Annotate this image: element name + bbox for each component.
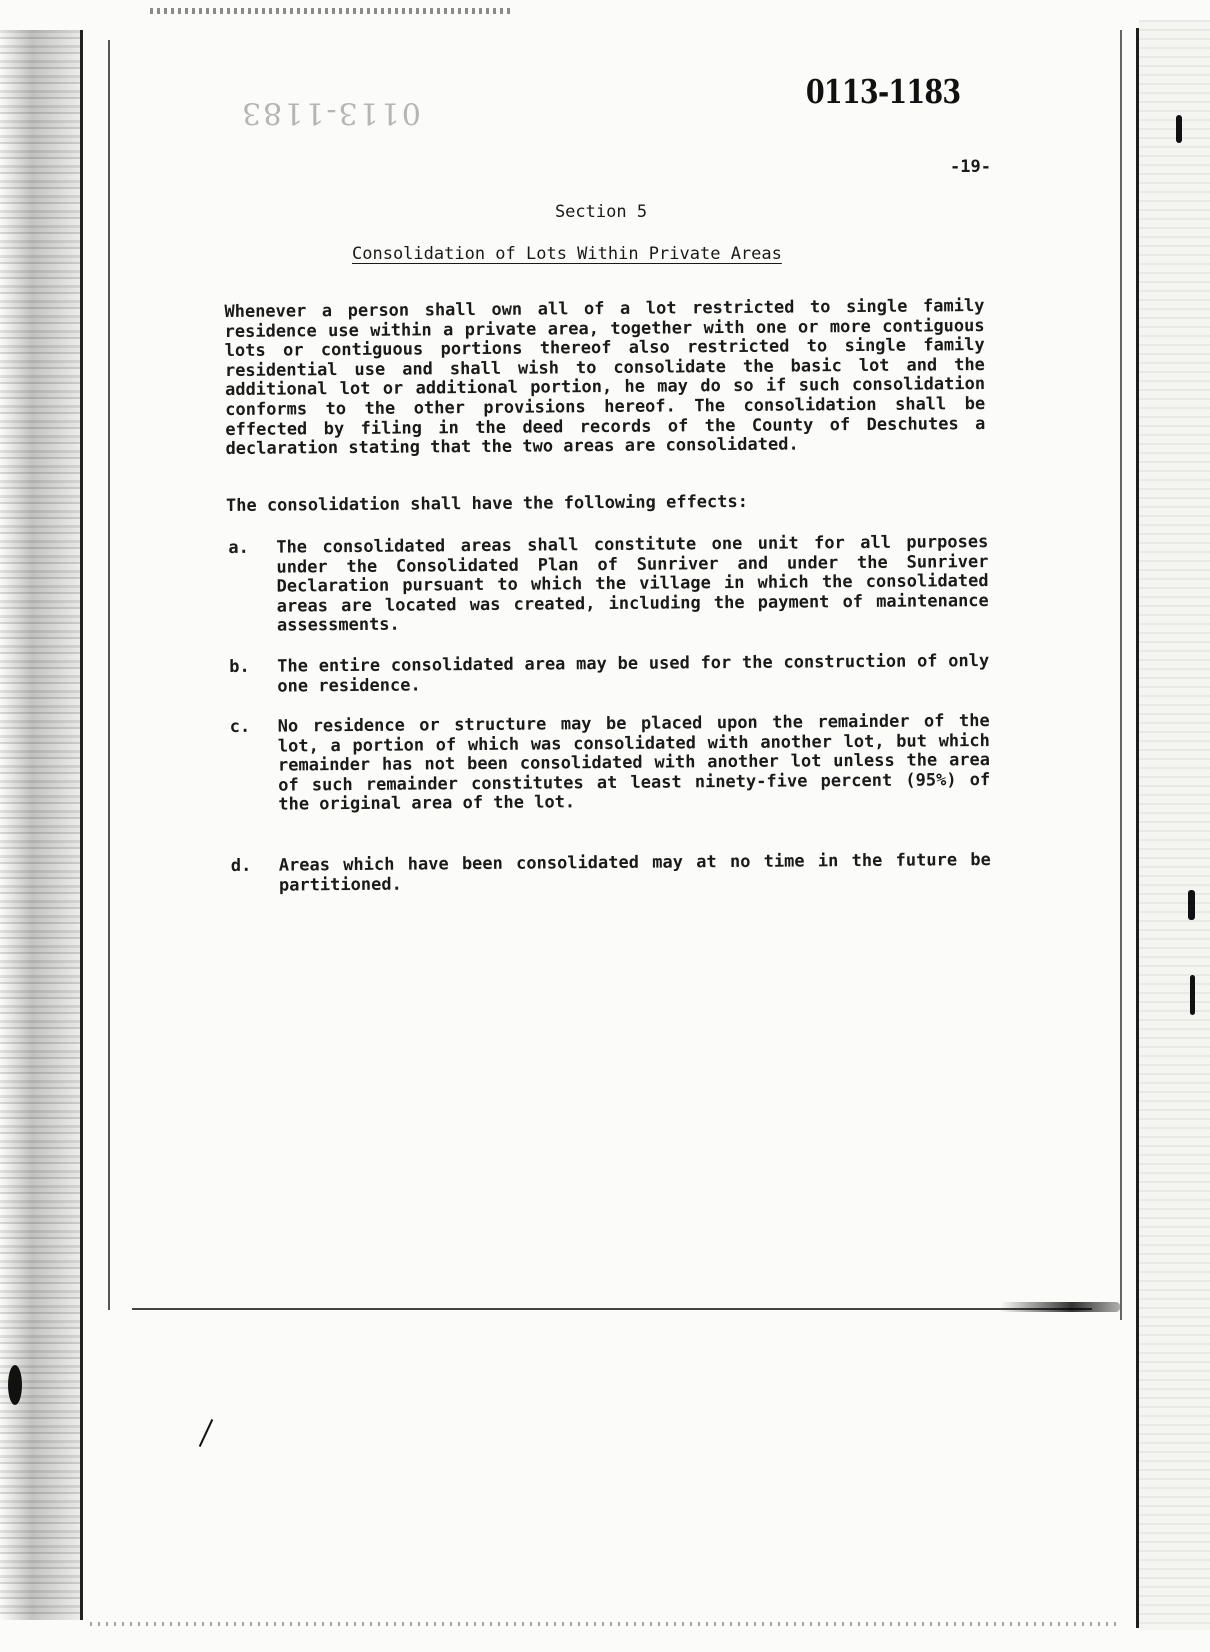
list-item (228, 710, 991, 815)
list-item-text: The entire consolidated area may be used for the construction of only one residence. (277, 650, 990, 697)
scan-mark (1176, 115, 1182, 143)
document-number: 0113-1183 (805, 72, 960, 111)
page-right-edge (1120, 30, 1122, 1320)
scan-left-edge (80, 30, 83, 1620)
scan-right-margin (1139, 20, 1210, 1630)
list-item-text: The consolidated areas shall constitute one unit for all purposes under the Consolidated Plan of Sunriver and under the Sunriver Declaration pursuant to which the village in which the consolidated areas are located was created, including the payment of maintenance assessments. (276, 531, 989, 636)
scan-blot (8, 1365, 22, 1405)
scan-mark (1190, 975, 1195, 1015)
page-bottom-edge (132, 1308, 1092, 1310)
section-title: Consolidation of Lots Within Private Areas (352, 244, 782, 264)
list-item-letter: b. (229, 656, 250, 677)
list-item-letter: c. (229, 716, 251, 737)
list-item-text: No residence or structure may be placed upon the remainder of the lot, a portion of which was consolidated with another lot, but which remainder has not been consolidated with another lot unless the area of such remainder constitutes at least ninety-five percent (95%) of the original area of the lot. (277, 710, 991, 815)
list-item (229, 849, 991, 896)
scan-stroke (199, 1419, 213, 1447)
faint-stamp: 0113-1183 (240, 95, 421, 130)
list-item (226, 531, 989, 636)
list-item (227, 650, 990, 697)
scan-top-noise (150, 8, 510, 14)
effects-intro: The consolidation shall have the following effects: (225, 491, 749, 516)
intro-paragraph: Whenever a person shall own all of a lot restricted to single family residence use within a private area, together with one or more contiguous lots or contiguous portions thereof also restricted to single family residential use and shall wish to consolidate the basic lot and the additional lot or additional portion, he may do so if such consolidation conforms to the other provisions hereof. The consolidation shall be effected by filing in the deed records of the County of Deschutes a declaration stating that the two areas are consolidated. (224, 296, 986, 460)
scan-smudge (1000, 1302, 1120, 1312)
list-item-letter: d. (230, 855, 252, 876)
scan-bottom-noise (90, 1622, 1120, 1626)
page-left-edge (108, 40, 110, 1310)
section-label: Section 5 (554, 202, 648, 222)
list-item-letter: a. (228, 537, 249, 558)
list-item-text: Areas which have been consolidated may at no time in the future be partitioned. (278, 849, 991, 896)
scan-right-edge (1136, 28, 1139, 1628)
page-number: -19- (950, 157, 991, 177)
scan-mark (1188, 890, 1195, 920)
